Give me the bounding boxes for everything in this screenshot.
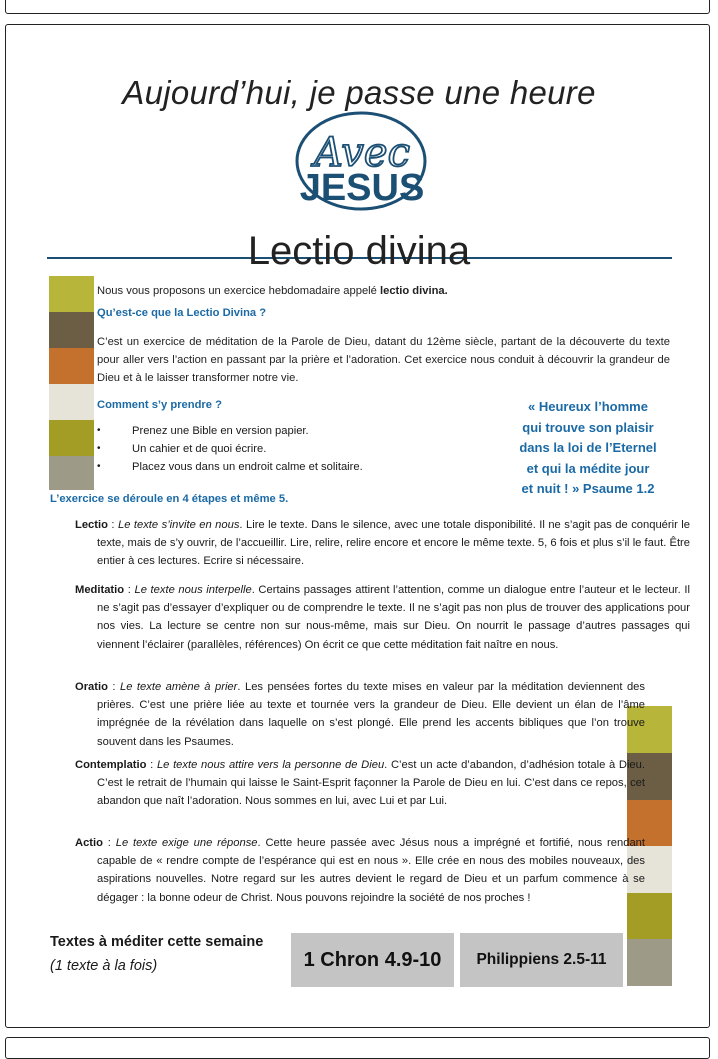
howto-heading: Comment s’y prendre ? — [97, 399, 222, 411]
intro-paragraph — [97, 282, 657, 300]
step-name: Oratio — [75, 681, 108, 693]
page-title: Aujourd’hui, je passe une heure — [122, 74, 596, 111]
requirements-list — [97, 422, 363, 476]
step-sep: : — [124, 584, 135, 596]
color-swatch — [49, 348, 94, 384]
step-oratio — [75, 678, 645, 751]
list-item: • Un cahier et de quoi écrire. — [97, 440, 363, 458]
step-name: Meditatio — [75, 584, 125, 596]
top-frame — [5, 0, 710, 14]
list-item: • Placez vous dans un endroit calme et solitaire. — [97, 458, 363, 476]
intro-bold: lectio divina. — [379, 285, 448, 297]
step-subtitle: Le texte s’invite en nous — [117, 519, 240, 531]
scripture-ref-2: Philippiens 2.5-11 — [460, 933, 623, 987]
logo-script-text: Avec — [314, 130, 410, 176]
psalm-quote — [484, 397, 692, 500]
avec-jesus-logo — [276, 106, 446, 216]
step-sep: : — [102, 837, 116, 849]
step-meditatio — [75, 581, 690, 654]
step-text: . Certains passages attirent l’attention, comme un dialogue entre l’auteur et le lecteur. Il ne s’agit pas d’essayer d’expliquer ou de comprendre le texte. Il ne s’agit pas non plus de trouver des applications pour nos vies. La lecture se centre non sur nous-même, mais sur Dieu. On nourrit le passage d’autres passages qui viennent l’éclairer (parallèles, références) On écrit ce que cette méditation fait naître en nous. — [97, 584, 690, 651]
step-text: . C’est un acte d’abandon, d’adhésion totale à Dieu. C’est le retrait de l’humain qui laisse le Saint-Esprit façonner la Parole de Dieu en lui. C’est dans ce repos, cet abandon que naît l’adoration. Nous sommes en lui, avec Lui et par Lui. — [97, 759, 645, 808]
quote-line: et qui la médite jour — [526, 460, 650, 476]
step-subtitle: Le texte exige une réponse — [115, 837, 258, 849]
color-swatch — [49, 420, 94, 456]
step-sep: : — [107, 519, 118, 531]
definition-paragraph: C’est un exercice de méditation de la Parole de Dieu, datant du 12ème siècle, partant de la découverte du texte pour aller vers l’action en passant par la prière et l’adoration. Cet exercice nous conduit à découvrir la grandeur de Dieu et à le laisser transformer notre vie. — [97, 336, 670, 384]
list-item: • Prenez une Bible en version papier. — [97, 422, 363, 440]
color-swatch — [627, 939, 672, 986]
color-swatch — [49, 384, 94, 420]
step-actio — [75, 834, 645, 907]
bottom-frame — [5, 1037, 710, 1059]
step-text: . Les pensées fortes du texte mises en valeur par la méditation deviennent des prières. C’est une prière liée au texte et tournée vers la grandeur de Dieu. Elle devient un élan de l’âme imprégnée de la révélation dans laquelle on s’est plongé. Elle prend les accents bibliques que l’on trouve souvent dans les Psaumes. — [97, 681, 645, 748]
step-name: Lectio — [75, 519, 108, 531]
color-swatch — [49, 276, 94, 312]
steps-heading: L’exercice se déroule en 4 étapes et même 5. — [50, 493, 289, 505]
step-contemplatio — [75, 756, 645, 811]
quote-line: « Heureux l’homme — [528, 399, 648, 414]
texts-label — [50, 930, 280, 978]
quote-line: qui trouve son plaisir — [522, 419, 654, 435]
intro-text: Nous vous proposons un exercice hebdomadaire appelé — [97, 285, 380, 297]
texts-label-bold: Textes à méditer cette semaine — [50, 934, 264, 950]
step-text: . Lire le texte. Dans le silence, avec une totale disponibilité. Il ne s’agit pas de conquérir le texte, mais de s’y ouvrir, de l’accueillir. Lire, relire, relire encore et encore le même texte. 5, 6 fois et plus s’il le faut. Être entier à ces lectures. Ecrire si nécessaire. — [97, 519, 691, 568]
step-sep: : — [146, 759, 157, 771]
step-text: . Cette heure passée avec Jésus nous a imprégné et fortifié, nous rendant capable de « rendre compte de l’espérance qui est en nous ». Elle crée en nous des mobiles nouveaux, des aspirations nouvelles. Notre regard sur les autres devient le regard de Dieu et un parfum commence à se dégager : la bonne odeur de Christ. Nous pouvons rejoindre la société de nos proches ! — [97, 837, 645, 904]
question-heading: Qu’est-ce que la Lectio Divina ? — [97, 307, 267, 319]
color-swatch — [49, 312, 94, 348]
step-lectio — [75, 516, 690, 571]
step-sep: : — [107, 681, 120, 693]
color-swatch — [49, 456, 94, 490]
step-subtitle: Le texte nous interpelle — [134, 584, 252, 596]
section-title: Lectio divina — [247, 229, 471, 273]
texts-label-note: (1 texte à la fois) — [50, 958, 158, 974]
step-name: Actio — [75, 837, 103, 849]
step-name: Contemplatio — [75, 759, 147, 771]
scripture-ref-1: 1 Chron 4.9-10 — [291, 933, 454, 987]
step-subtitle: Le texte amène à prier — [120, 681, 238, 693]
quote-line: dans la loi de l’Eternel — [519, 440, 657, 455]
logo-jesus-text: JESUS — [299, 167, 425, 209]
step-subtitle: Le texte nous attire vers la personne de Dieu — [156, 759, 385, 771]
quote-line: et nuit ! » Psaume 1.2 — [521, 481, 655, 496]
